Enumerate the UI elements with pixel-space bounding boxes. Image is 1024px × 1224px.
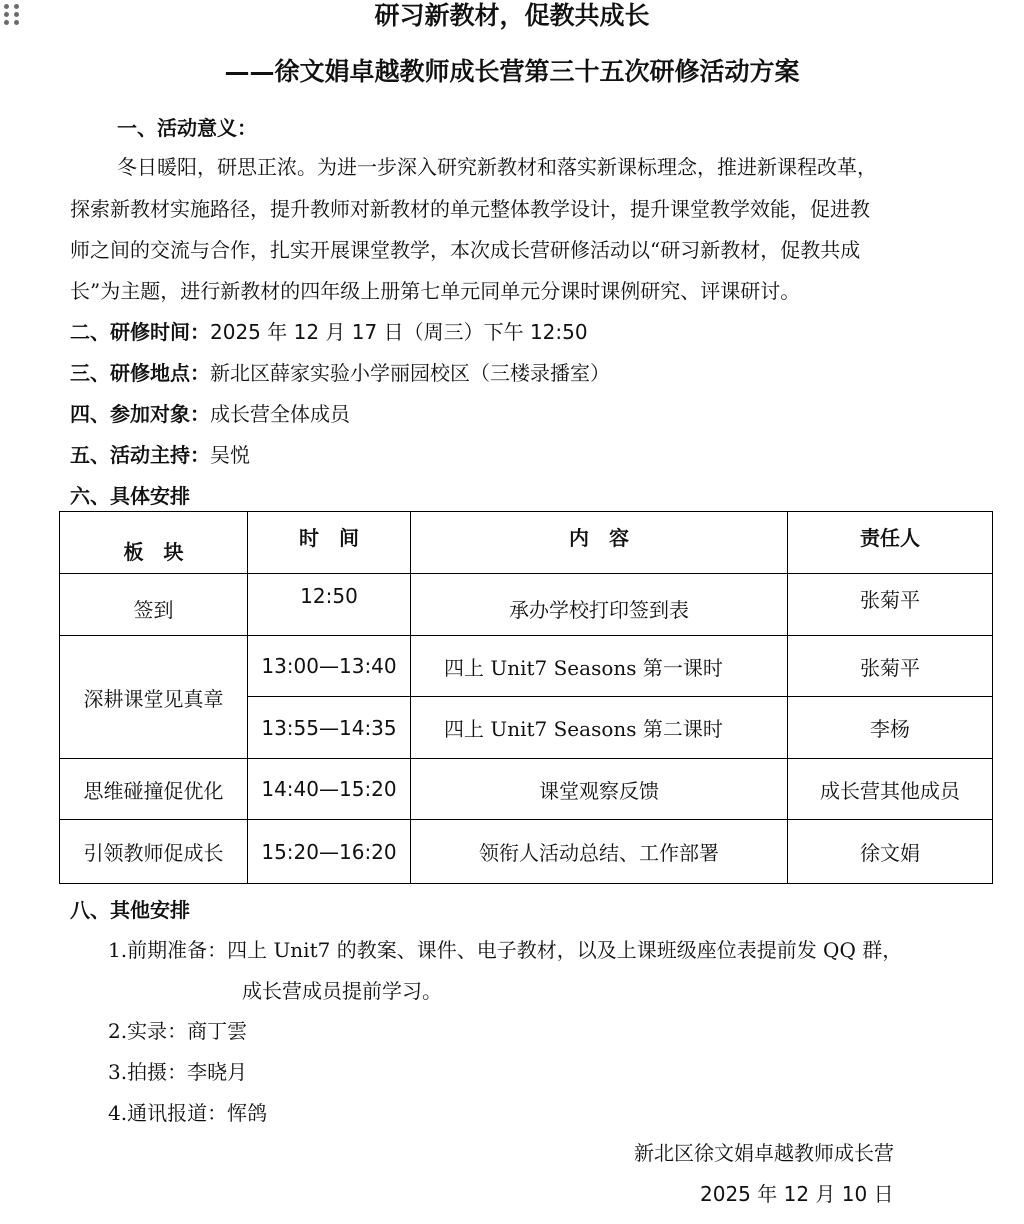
table-row [60,574,993,636]
footer-date: 2025 年 12 月 10 日 [700,1182,894,1206]
section-1-paragraph-line: 探索新教材实施路径，提升教师对新教材的单元整体教学设计，提升课堂教学效能，促进教 [70,197,870,221]
other-arrangement-item: 4.通讯报道：恽鸽 [108,1101,268,1125]
table-cell-block: 引领教师促成长 [60,820,248,884]
section-3-label: 三、研修地点： [70,361,210,385]
section-1-paragraph-line: 师之间的交流与合作，扎实开展课堂教学，本次成长营研修活动以“研习新教材，促教共成 [70,238,861,262]
table-cell-block: 签到 [60,574,248,636]
table-cell-person: 张菊平 [788,636,993,697]
table-cell-time: 13:00—13:40 [248,636,411,697]
section-3-value: 新北区薛家实验小学丽园校区（三楼录播室） [210,361,610,385]
section-5-value: 吴悦 [210,443,250,467]
other-arrangement-item: 成长营成员提前学习。 [242,979,442,1003]
other-arrangement-item: 3.拍摄：李晓月 [108,1060,248,1084]
section-2-time [70,318,588,346]
table-row [60,820,993,884]
other-arrangement-item: 2.实录：商丁雲 [108,1019,248,1043]
table-row [60,759,993,820]
table-cell-content: 四上 Unit7 Seasons 第二课时 [411,697,788,759]
section-8-heading: 八、其他安排 [70,898,190,922]
table-cell-person: 李杨 [788,697,993,759]
other-arrangement-item: 1.前期准备：四上 Unit7 的教案、课件、电子教材，以及上课班级座位表提前发 QQ 群， [108,938,903,962]
section-2-label: 二、研修时间： [70,320,210,344]
footer-organization: 新北区徐文娟卓越教师成长营 [634,1141,894,1165]
section-1-paragraph-line: 长”为主题，进行新教材的四年级上册第七单元同单元分课时课例研究、评课研讨。 [70,279,801,303]
section-1-heading: 一、活动意义： [117,116,257,140]
section-5-label: 五、活动主持： [70,443,210,467]
table-row [60,636,993,697]
table-header-row [60,512,993,574]
table-cell-content: 承办学校打印签到表 [411,574,788,636]
table-cell-block: 思维碰撞促优化 [60,759,248,820]
section-2-value: 2025 年 12 月 17 日（周三）下午 12:50 [210,320,588,344]
table-cell-person: 徐文娟 [788,820,993,884]
table-cell-time: 14:40—15:20 [248,759,411,820]
section-3-location [70,359,610,387]
schedule-table [59,511,993,884]
table-cell-time: 13:55—14:35 [248,697,411,759]
section-4-value: 成长营全体成员 [210,402,350,426]
table-cell-block: 深耕课堂见真章 [60,636,248,759]
section-1-paragraph-line: 冬日暖阳，研思正浓。为进一步深入研究新教材和落实新课标理念，推进新课程改革， [117,155,877,179]
document-title: 研习新教材，促教共成长 [374,1,650,30]
table-cell-person: 张菊平 [788,574,993,636]
document-subtitle: ——徐文娟卓越教师成长营第三十五次研修活动方案 [224,57,800,86]
table-cell-person: 成长营其他成员 [788,759,993,820]
table-cell-content: 领衔人活动总结、工作部署 [411,820,788,884]
header-person: 责任人 [788,512,993,574]
table-cell-time: 15:20—16:20 [248,820,411,884]
section-4-label: 四、参加对象： [70,402,210,426]
header-block: 板 块 [60,512,248,574]
section-4-participants [70,400,350,428]
table-cell-content: 四上 Unit7 Seasons 第一课时 [411,636,788,697]
table-cell-content: 课堂观察反馈 [411,759,788,820]
header-time: 时 间 [248,512,411,574]
table-cell-time: 12:50 [248,574,411,636]
section-5-host [70,441,250,469]
section-6-heading: 六、具体安排 [70,484,190,508]
header-content: 内 容 [411,512,788,574]
